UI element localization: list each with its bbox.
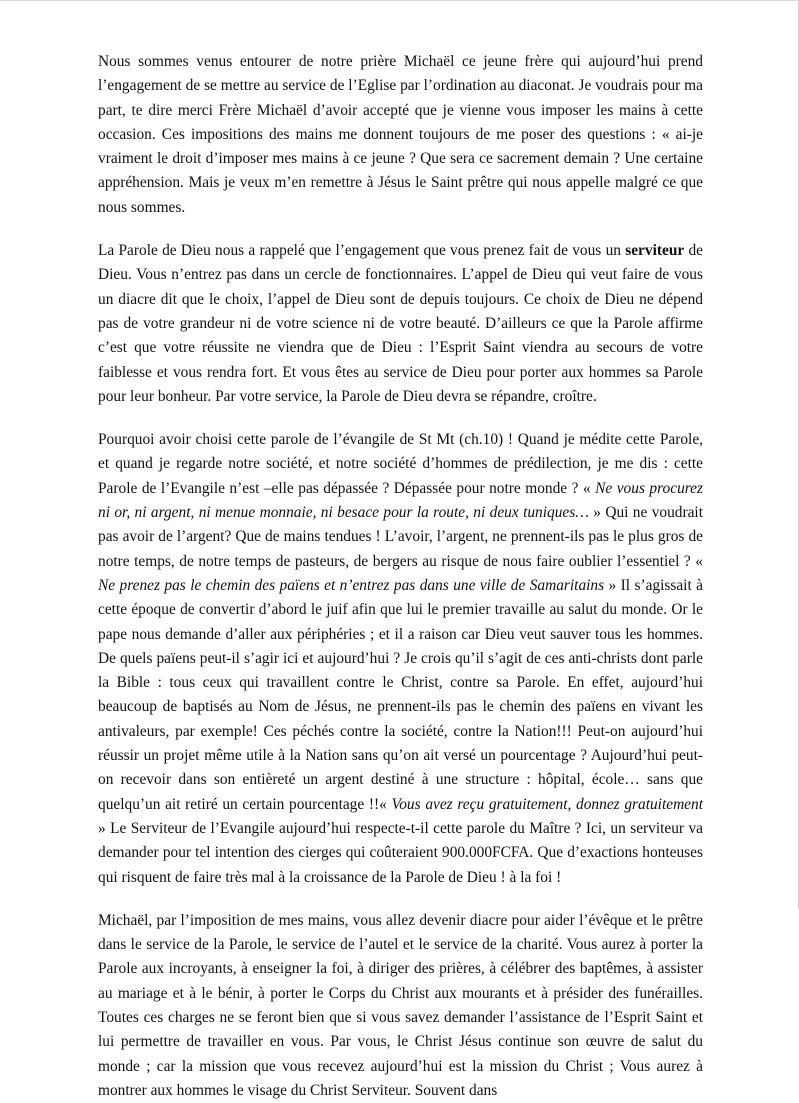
text-run: Michaël, par l’imposition de mes mains, vous allez devenir diacre pour aider l’évêque et le prêtre dans le service de la Parole, le service de l’autel et le service de la charité. Vous aurez à porter la Parole aux incroyants, à enseigner la foi, à diriger des prières, à célébrer des baptêmes, à assister au mariage et à le bénir, à porter le Corps du Christ aux mourants et à présider des funérailles. Toutes ces charges ne se feront bien que si vous savez demander l’assistance de l’Esprit Saint et lui permettre de travailler en vous. Par vous, le Christ Jésus continue son œuvre de salut du monde ; car la mission que vous recevez aujourd’hui est la mission du Christ ; Vous aurez à montrer aux hommes le visage du Christ Serviteur. Souvent dans [98,911,703,1099]
text-run: » Il s’agissait à cette époque de convertir d’abord le juif afin que lui le premier travaille au salut du monde. Or le pape nous demande d’aller aux périphéries ; et il a raison car Dieu veut sauver tous les hommes. De quels païens peut-il s’agir ici et aujourd’hui ? Je crois qu’il s’agit de ces anti-christs dont parle la Bible : tous ceux qui travaillent contre le Christ, contre sa Parole. En effet, aujourd’hui beaucoup de baptisés au Nom de Jésus, ne prennent-ils pas le chemin des païens en vivant les antivaleurs, par exemple! Ces péchés contre la société, contre la Nation!!! Peut-on aujourd’hui réussir un projet même utile à la Nation sans qu’on ait versé un pourcentage ? Aujourd’hui peut-on recevoir dans son entièreté un argent destiné à une structure : hôpital, école… sans que quelqu’un ait retiré un certain pourcentage !!« [98,576,703,813]
text-run: Pourquoi avoir choisi cette parole de l’évangile de St Mt (ch.10) ! Quand je médite cette Parole, et quand je regarde notre société, et notre société d’hommes de prédilection, je me dis : cette Parole de l’Evangile n’est –elle pas dépassée ? Dépassée pour notre monde ? « [98,431,703,497]
text-run: de Dieu. Vous n’entrez pas dans un cercle de fonctionnaires. L’appel de Dieu qui veut faire de vous un diacre dit que le choix, l’appel de Dieu sont de depuis toujours. Ce choix de Dieu ne dépend pas de votre grandeur ni de votre science ni de votre beauté. D’ailleurs ce que la Parole affirme c’est que votre réussite ne viendra que de Dieu : l’Esprit Saint viendra au secours de votre faiblesse et vous rendra fort. Et vous êtes au service de Dieu pour porter aux hommes sa Parole pour leur bonheur. Par votre service, la Parole de Dieu devra se répandre, croître. [98,242,704,405]
paragraph-michael [98,909,703,1103]
text-run: » Le Serviteur de l’Evangile aujourd’hui respecte-t-il cette parole du Maître ? Ici, un serviteur va demander pour tel intention des cierges qui coûteraient 900.000FCFA. Que d’exactions honteuses qui risquent de faire très mal à la croissance de la Parole de Dieu ! à la foi ! [98,819,703,886]
italic-quote: Ne vous procurez ni or, ni argent, ni menue monnaie, ni besace pour la route, ni deux tuniques… [98,479,703,522]
paragraph-intro [98,50,703,220]
page-top-edge [0,0,799,1]
paragraph-gospel [98,428,703,890]
paragraph-servant [98,239,703,409]
text-run: La Parole de Dieu nous a rappelé que l’engagement que vous prenez fait de vous un [98,242,626,260]
italic-quote: Ne prenez pas le chemin des païens et n’entrez pas dans une ville de Samaritains [98,576,605,594]
bold-text-run: serviteur [625,242,685,260]
italic-quote: Vous avez reçu gratuitement, donnez gratuitement [391,795,703,813]
text-run: Nous sommes venus entourer de notre prière Michaël ce jeune frère qui aujourd’hui prend l’engagement de se mettre au service de l’Eglise par l’ordination au diaconat. Je voudrais pour ma part, te dire merci Frère Michaël d’avoir accepté que je vienne vous imposer les mains à cette occasion. Ces impositions des mains me donnent toujours de me poser des questions : « ai-je vraiment le droit d’imposer mes mains à ce jeune ? Que sera ce sacrement demain ? Une certaine appréhension. Mais je veux m’en remettre à Jésus le Saint prêtre qui nous appelle malgré ce que nous sommes. [98,53,703,216]
text-run: » Qui ne voudrait pas avoir de l’argent? Que de mains tendues ! L’avoir, l’argent, ne prennent-ils pas le plus gros de notre temps, de notre temps de pasteurs, de bergers au risque de nous faire oublier l’essentiel ? « [98,504,703,570]
